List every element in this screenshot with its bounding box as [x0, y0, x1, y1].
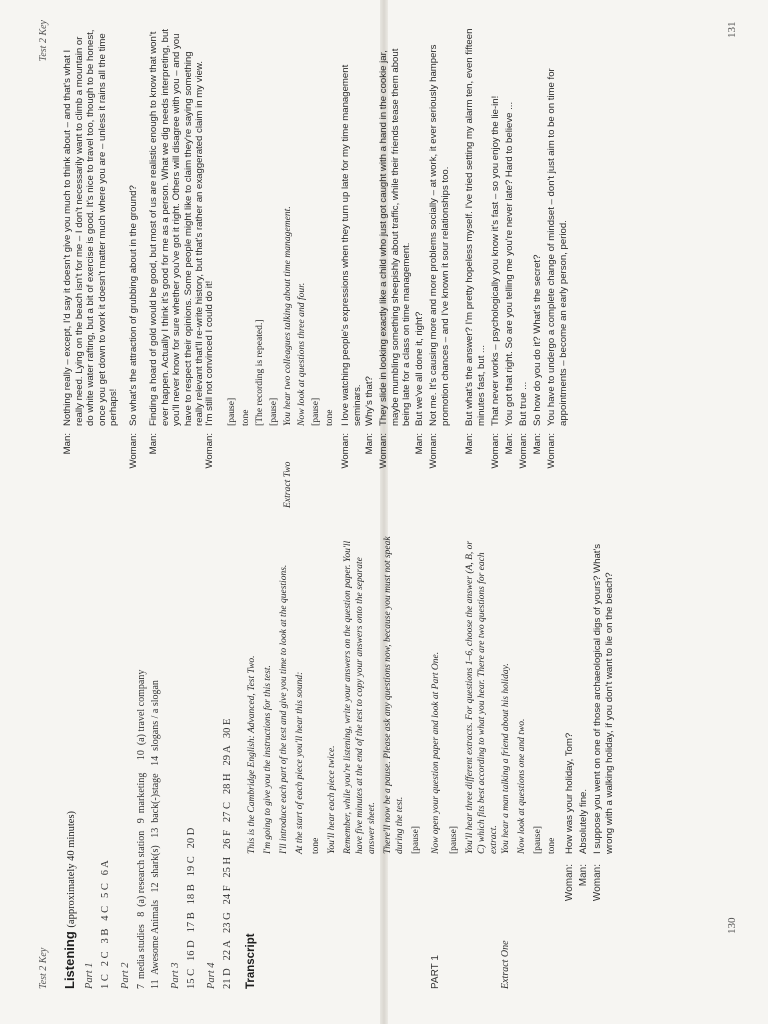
- dialogue-line: Why's that?: [364, 376, 375, 426]
- transcript-line: [pause]: [533, 826, 543, 854]
- answer-line: 7 media studies 8 (a) research station 9 marketing 10 (a) travel company: [136, 669, 147, 989]
- transcript-line: Now open your question paper and look at Part One.: [431, 651, 441, 854]
- transcript-line: I'm going to give you the instructions for this test.: [263, 665, 273, 854]
- dialogue-line: [The recording is repeated.]: [254, 319, 265, 426]
- transcript-line: tone: [311, 837, 321, 854]
- dialogue-line: You got that right. So are you telling me you're never late? Hard to believe ...: [504, 101, 515, 426]
- transcript-line: This is the Cambridge English: Advanced, Test Two.: [247, 655, 257, 854]
- dialogue-line: You have to undergo a complete change of mindset – don't just aim to be on time for appointments – become an early person, period.: [546, 68, 569, 426]
- dialogue-line: I love watching people's expressions when they turn up late for my time management seminars.: [340, 64, 363, 426]
- dialogue-line: tone: [324, 409, 335, 426]
- speaker-label: Woman:: [428, 433, 439, 469]
- transcript-line: You'll hear three different extracts. For questions 1–6, choose the answer (A, B, or C) which fits best according to what you hear. There are two questions for each extract.: [465, 540, 499, 854]
- running-head: Test 2 Key: [38, 20, 49, 62]
- transcript-line: At the start of each piece you'll hear this sound:: [295, 671, 305, 854]
- speaker-label: Woman:: [204, 433, 215, 469]
- speaker-label: Woman:: [592, 864, 603, 902]
- speaker-label: Woman:: [518, 433, 529, 469]
- transcript-heading: Transcript: [245, 933, 257, 989]
- speaker-label: Woman:: [490, 433, 501, 469]
- speaker-label: Man:: [504, 433, 515, 455]
- dialogue-line: But what's the answer? I'm pretty hopeless myself. I've tried setting my alarm ten, even fifteen minutes fast, but ...: [464, 28, 487, 426]
- page-131: [0, 0, 768, 508]
- page-number: 130: [726, 917, 738, 934]
- dialogue-line: Absolutely fine.: [578, 788, 589, 854]
- transcript-line: You hear a man talking a friend about his holiday.: [501, 663, 511, 854]
- answer-line: 1 C 2 C 3 B 4 C 5 C 6 A: [100, 860, 111, 989]
- speaker-label: Woman:: [546, 433, 557, 469]
- dialogue-line: How was your holiday, Tom?: [564, 732, 575, 854]
- speaker-label: Man:: [532, 433, 543, 455]
- transcript-line: [pause]: [411, 826, 421, 854]
- part-label: Part 4: [206, 962, 217, 989]
- dialogue-line: Finding a hoard of gold would be good, but most of us are realistic enough to know that won't ever happen. Actually I think it's good for me as a person. What we dig needs interpreting, but you'll never know for sure whether you've got it right. Others will disagree with you – and you have to respect their opinions. Some people might like to claim they're saying something really relevant that'll re-write history, but that's rather an exaggerated claim in my view.: [148, 28, 206, 426]
- part-label: Part 1: [84, 962, 95, 989]
- speaker-label: Woman:: [378, 433, 389, 469]
- dialogue-line: But true ...: [518, 381, 529, 426]
- heading-note: (approximately 40 minutes): [66, 810, 77, 928]
- transcript-line: Now look at questions one and two.: [517, 718, 527, 854]
- page-130: [0, 516, 768, 1024]
- dialogue-line: Now look at questions three and four.: [296, 282, 307, 426]
- part-one-label: PART 1: [430, 955, 441, 989]
- section-heading: [62, 811, 77, 989]
- answer-line: 15 C 16 D 17 B 18 B 19 C 20 D: [186, 827, 197, 989]
- speaker-label: Man:: [148, 433, 159, 455]
- dialogue-line: But we've all done it, right?: [414, 311, 425, 426]
- dialogue-line: [pause]: [226, 397, 237, 426]
- dialogue-line: tone: [240, 409, 251, 426]
- running-head: Test 2 Key: [38, 947, 49, 989]
- speaker-label: Man:: [464, 433, 475, 455]
- dialogue-line: So how do you do it? What's the secret?: [532, 254, 543, 426]
- dialogue-line: You hear two colleagues talking about time management.: [282, 206, 293, 426]
- transcript-line: [pause]: [449, 826, 459, 854]
- speaker-label: Man:: [578, 864, 589, 887]
- dialogue-line: I'm still not convinced I could do it!: [204, 280, 215, 426]
- dialogue-line: Nothing really – except, I'd say it doesn't give you much to think about – and that's what I really need. Lying on the beach isn't for me – I don't necessarily want to climb a mountain or do white water rafting, but a bit of exercise is good. It's nice to travel too, though to be honest, once you get down to work it doesn't matter much where you are – unless it rains all the time perhaps!: [62, 29, 120, 426]
- transcript-line: There'll now be a pause. Please ask any questions now, because you must not speak during the test.: [383, 536, 405, 854]
- heading-title: Listening: [62, 931, 77, 989]
- dialogue-line: [pause]: [310, 397, 321, 426]
- transcript-line: I'll introduce each part of the test and give you time to look at the questions.: [279, 564, 289, 854]
- dialogue-line: That never works – psychologically you know it's fast – so you enjoy the lie-in!: [490, 95, 501, 426]
- transcript-line: Remember, while you're listening, write your answers on the question paper. You'll have five minutes at the end of the test to copy your answers onto the separate answer sheet.: [343, 540, 377, 854]
- extract-two-label: Extract Two: [282, 461, 293, 508]
- answer-line: 11 Awesome Animals 12 shark(s) 13 back(-)stage 14 slogans / a slogan: [150, 680, 161, 989]
- dialogue-line: They slide in looking exactly like a child who just got caught with a hand in the cookie jar, maybe mumbling something sheepishly about traffic, while their friends tease them about being late for a class on time management.: [378, 48, 413, 426]
- dialogue-line: Not me. It's causing more and more problems socially – at work, it ever seriously hampers promotion chances – and I've known it sour relationships too.: [428, 44, 451, 426]
- part-label: Part 2: [120, 962, 131, 989]
- speaker-label: Woman:: [340, 433, 351, 469]
- dialogue-line: I suppose you went on one of those archaeological digs of yours? What's wrong with a walking holiday, if you don't want to lie on the beach?: [592, 543, 615, 854]
- dialogue-line: So what's the attraction of grubbing about in the ground?: [128, 185, 139, 426]
- speaker-label: Man:: [364, 433, 375, 455]
- speaker-label: Woman:: [128, 433, 139, 469]
- transcript-line: You'll hear each piece twice.: [327, 745, 337, 854]
- page-number: 131: [726, 21, 738, 38]
- dialogue-line: [pause]: [268, 397, 279, 426]
- extract-one-label: Extract One: [500, 940, 511, 989]
- answer-line: 21 D 22 A 23 G 24 F 25 H 26 F 27 C 28 H 29 A 30 E: [222, 718, 233, 989]
- speaker-label: Man:: [414, 433, 425, 455]
- transcript-line: tone: [547, 837, 557, 854]
- part-label: Part 3: [170, 962, 181, 989]
- speaker-label: Man:: [62, 433, 73, 455]
- speaker-label: Woman:: [564, 864, 575, 902]
